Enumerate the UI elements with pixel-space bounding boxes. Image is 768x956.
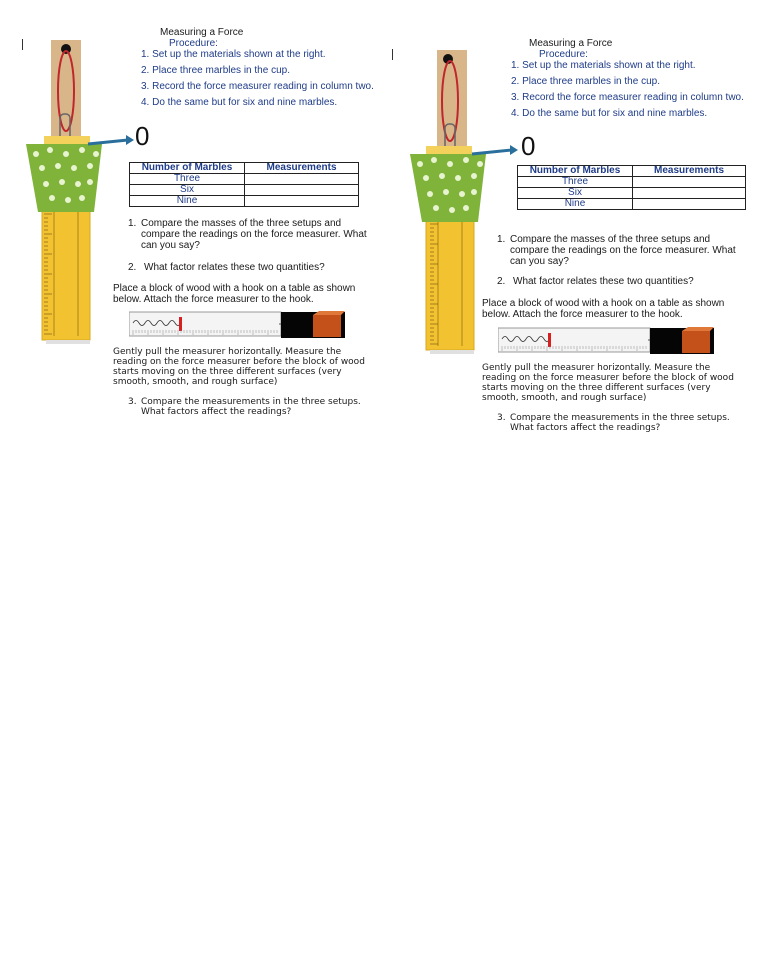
question-1 bbox=[497, 234, 747, 270]
question-3 bbox=[497, 413, 737, 435]
column-header: Number of Marbles bbox=[518, 166, 633, 177]
table-row bbox=[130, 196, 359, 207]
table-cell[interactable] bbox=[245, 185, 359, 196]
page-title: Measuring a Force bbox=[529, 38, 613, 49]
table-row bbox=[130, 185, 359, 196]
procedure-step: 4. Do the same but for six and nine marbles. bbox=[511, 108, 708, 119]
question-3 bbox=[128, 397, 368, 419]
pull-instruction: Gently pull the measurer horizontally. Measure the reading on the force measurer before the block of wood starts moving on the three different surfaces (very smooth, smooth, and rough surface) bbox=[482, 363, 734, 403]
table-cell: Nine bbox=[518, 199, 633, 210]
procedure-step: 3. Record the force measurer reading in column two. bbox=[511, 92, 744, 103]
column-header: Measurements bbox=[633, 166, 746, 177]
column-header: Number of Marbles bbox=[130, 163, 245, 174]
table-cell[interactable] bbox=[245, 196, 359, 207]
marbles-table bbox=[129, 162, 359, 207]
question-text: Compare the masses of the three setups and compare the readings on the force measurer. What can you say? bbox=[510, 234, 736, 267]
block-setup-illustration bbox=[498, 327, 716, 355]
procedure-label: Procedure: bbox=[539, 49, 588, 60]
question-number: 3. bbox=[128, 397, 137, 407]
question-number: 3. bbox=[497, 413, 506, 423]
text-cursor bbox=[392, 49, 393, 60]
question-text: What factor relates these two quantities? bbox=[513, 276, 694, 287]
procedure-step: 3. Record the force measurer reading in column two. bbox=[141, 81, 374, 92]
procedure-step: 4. Do the same but for six and nine marbles. bbox=[141, 97, 338, 108]
procedure-step: 1. Set up the materials shown at the right. bbox=[511, 60, 696, 71]
worksheet-panel-left bbox=[0, 0, 384, 440]
table-row bbox=[518, 177, 746, 188]
block-instruction: Place a block of wood with a hook on a table as shown below. Attach the force measurer to the hook. bbox=[113, 283, 356, 305]
question-2 bbox=[128, 262, 378, 274]
block-instruction: Place a block of wood with a hook on a table as shown below. Attach the force measurer to the hook. bbox=[482, 298, 725, 320]
question-number: 1. bbox=[128, 218, 137, 229]
question-number: 2. bbox=[128, 262, 137, 273]
question-number: 1. bbox=[497, 234, 506, 245]
procedure-step: 2. Place three marbles in the cup. bbox=[141, 65, 290, 76]
procedure-label: Procedure: bbox=[169, 38, 218, 49]
table-header-row bbox=[518, 166, 746, 177]
question-number: 2. bbox=[497, 276, 506, 287]
zero-reading-label: 0 bbox=[135, 121, 150, 151]
pull-instruction: Gently pull the measurer horizontally. Measure the reading on the force measurer before the block of wood starts moving on the three different surfaces (very smooth, smooth, and rough surface) bbox=[113, 347, 365, 387]
table-row bbox=[518, 199, 746, 210]
page-title: Measuring a Force bbox=[160, 27, 244, 38]
zero-reading-label: 0 bbox=[521, 131, 536, 161]
table-row bbox=[518, 188, 746, 199]
worksheet-panel-right bbox=[384, 0, 768, 440]
table-cell[interactable] bbox=[633, 199, 746, 210]
text-cursor bbox=[22, 39, 23, 50]
question-1 bbox=[128, 218, 378, 254]
table-cell[interactable] bbox=[245, 174, 359, 185]
table-cell: Nine bbox=[130, 196, 245, 207]
question-text: Compare the measurements in the three setups. What factors affect the readings? bbox=[141, 397, 361, 417]
table-cell: Three bbox=[130, 174, 245, 185]
table-header-row bbox=[130, 163, 359, 174]
marbles-table bbox=[517, 165, 746, 210]
table-cell[interactable] bbox=[633, 177, 746, 188]
column-header: Measurements bbox=[245, 163, 359, 174]
block-setup-illustration bbox=[129, 311, 347, 339]
procedure-step: 1. Set up the materials shown at the right. bbox=[141, 49, 326, 60]
question-text: Compare the masses of the three setups and compare the readings on the force measurer. What can you say? bbox=[141, 218, 367, 251]
table-cell[interactable] bbox=[633, 188, 746, 199]
table-cell: Six bbox=[130, 185, 245, 196]
table-row bbox=[130, 174, 359, 185]
question-text: What factor relates these two quantities? bbox=[144, 262, 325, 273]
procedure-step: 2. Place three marbles in the cup. bbox=[511, 76, 660, 87]
question-2 bbox=[497, 276, 747, 288]
table-cell: Three bbox=[518, 177, 633, 188]
question-text: Compare the measurements in the three setups. What factors affect the readings? bbox=[510, 413, 730, 433]
table-cell: Six bbox=[518, 188, 633, 199]
